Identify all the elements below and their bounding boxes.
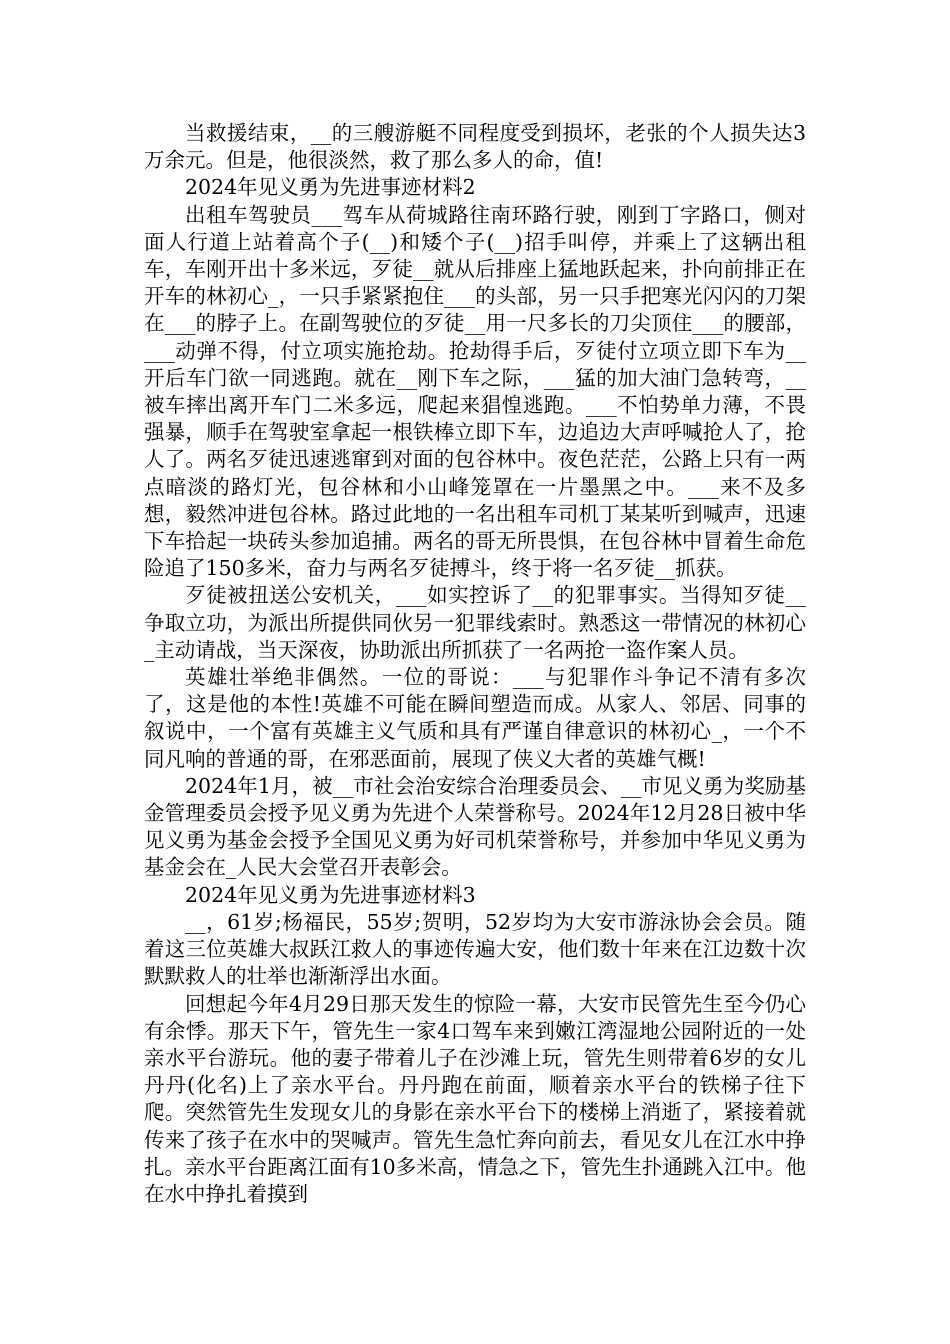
paragraph-police-handover: 歹徒被扭送公安机关，___如实控诉了__的犯罪事实。当得知歹徒__争取立功，为派出所提供同伙另一犯罪线索时。熟悉这一带情况的林初心_主动请战，当天深夜，协助派出所抓获了一名两抢一盗作案人员。 [144,583,806,662]
section-heading-2: 2024年见义勇为先进事迹材料2 [185,175,476,200]
paragraph-honors: 2024年1月，被__市社会治安综合治理委员会、__市见义勇为奖励基金管理委员会授予见义勇为先进个人荣誉称号。2024年12月28日被中华见义勇为基金会授予全国见义勇为好司机荣誉称号，并参加中华见义勇为基金会在_人民大会堂召开表彰会。 [144,773,806,880]
section-heading-3: 2024年见义勇为先进事迹材料3 [185,882,476,907]
document-page [144,120,806,1208]
paragraph-rescue-aftermath: 当救援结束，__的三艘游艇不同程度受到损坏，老张的个人损失达3万余元。但是，他很淡然，救了那么多人的命，值! [144,121,806,173]
paragraph-river-rescue: 回想起今年4月29日那天发生的惊险一幕，大安市民管先生至今仍心有余悸。那天下午，管先生一家4口驾车来到嫩江湾湿地公园附近的一处亲水平台游玩。他的妻子带着儿子在沙滩上玩，管先生则带着6岁的女儿丹丹(化名)上了亲水平台。丹丹跑在前面，顺着亲水平台的铁梯子往下爬。突然管先生发现女儿的身影在亲水平台下的楼梯上消逝了，紧接着就传来了孩子在水中的哭喊声。管先生急忙奔向前去，看见女儿在江水中挣扎。亲水平台距离江面有10多米高，情急之下，管先生扑通跳入江中。他在水中挣扎着摸到 [144,991,806,1206]
paragraph-swimmers-intro: __，61岁;杨福民，55岁;贺明，52岁均为大安市游泳协会会员。随着这三位英雄大叔跃江救人的事迹传遍大安，他们数十年来在江边数十次默默救人的壮举也渐渐浮出水面。 [144,909,806,989]
paragraph-heroic-character: 英雄壮举绝非偶然。一位的哥说：___与犯罪作斗争记不清有多次了，这是他的本性!英雄不可能在瞬间塑造而成。从家人、邻居、同事的叙说中，一个富有英雄主义气质和具有严谨自律意识的林初心_，一个不同凡响的普通的哥，在邪恶面前，展现了侠义大者的英雄气概! [144,665,806,771]
paragraph-taxi-robbery: 出租车驾驶员___驾车从荷城路往南环路行驶，刚到丁字路口，侧对面人行道上站着高个子(__)和矮个子(__)招手叫停，并乘上了这辆出租车，车刚开出十多米远，歹徒__就从后排座上猛地跃起来，扑向前排正在开车的林初心_，一只手紧紧抱住___的头部，另一只手把寒光闪闪的刀架在___的脖子上。在副驾驶位的歹徒__用一尺多长的刀尖顶住___的腰部，___动弹不得，付立项实施抢劫。抢劫得手后，歹徒付立项立即下车为__开后车门欲一同逃跑。就在__刚下车之际，___猛的加大油门急转弯，__被车摔出离开车门二米多远，爬起来猖惶逃跑。___不怕势单力薄，不畏强暴，顺手在驾驶室拿起一根铁棒立即下车，边追边大声呼喊抢人了，抢人了。两名歹徒迅速逃窜到对面的包谷林中。夜色茫茫，公路上只有一两点暗淡的路灯光，包谷林和小山峰笼罩在一片墨黑之中。___来不及多想，毅然冲进包谷林。路过此地的一名出租车司机丁某某听到喊声，迅速下车拾起一块砖头参加追捕。两名的哥无所畏惧，在包谷林中冒着生命危险追了150多米，奋力与两名歹徒搏斗，终于将一名歹徒__抓获。 [144,202,806,581]
